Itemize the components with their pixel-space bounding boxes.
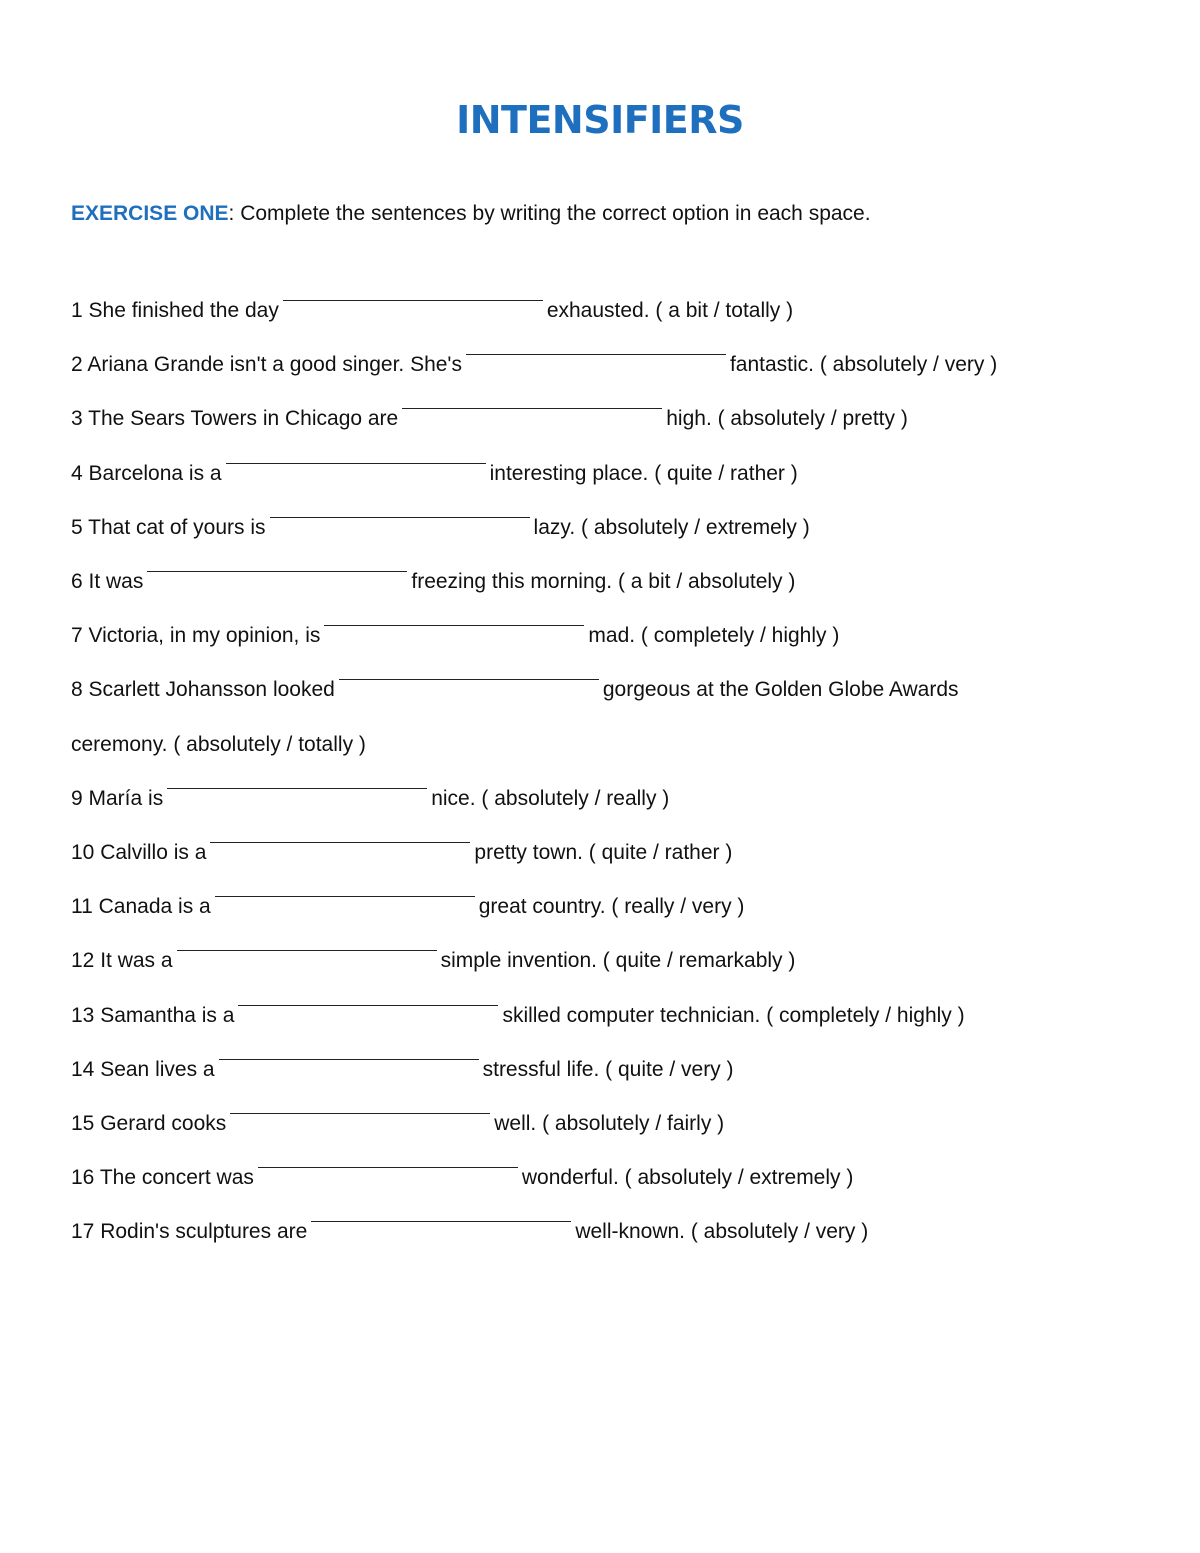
- sentence-end: pretty town. ( quite / rather ): [474, 841, 733, 865]
- sentence-start: 2 Ariana Grande isn't a good singer. She's: [71, 353, 462, 377]
- sentence-end: lazy. ( absolutely / extremely ): [533, 515, 810, 539]
- answer-blank[interactable]: [238, 989, 498, 1006]
- exercise-item: [71, 1205, 1131, 1259]
- exercise-instruction: [71, 202, 871, 226]
- sentence-end: exhausted. ( a bit / totally ): [546, 299, 794, 322]
- sentence-start: 5 That cat of yours is: [71, 515, 266, 539]
- sentence-start: 14 Sean lives a: [71, 1057, 215, 1081]
- sentence-end: interesting place. ( quite / rather ): [489, 461, 798, 485]
- answer-blank[interactable]: [324, 609, 584, 626]
- sentence-end: high. ( absolutely / pretty ): [666, 407, 908, 431]
- page-title: INTENSIFIERS: [456, 98, 744, 142]
- answer-blank[interactable]: [258, 1151, 518, 1168]
- exercise-item: [71, 284, 1131, 338]
- answer-blank[interactable]: [215, 880, 475, 897]
- sentence-end: skilled computer technician. ( completely / highly ): [502, 1003, 965, 1027]
- answer-blank[interactable]: [402, 392, 662, 409]
- exercise-item: [71, 934, 1131, 988]
- answer-blank[interactable]: [226, 447, 486, 464]
- exercise-item: [71, 880, 1131, 934]
- sentence-start: 17 Rodin's sculptures are: [71, 1220, 308, 1244]
- answer-blank[interactable]: [210, 826, 470, 843]
- exercise-item: [71, 826, 1131, 880]
- sentence-start: 15 Gerard cooks: [71, 1112, 227, 1136]
- sentence-end: gorgeous at the Golden Globe Awards: [602, 678, 959, 702]
- exercise-item-continuation: ceremony. ( absolutely / totally ): [71, 732, 366, 756]
- exercise-item: [71, 772, 1131, 826]
- answer-blank[interactable]: [177, 934, 437, 951]
- sentence-start: 9 María is: [71, 786, 164, 810]
- sentence-start: 4 Barcelona is a: [71, 461, 222, 485]
- answer-blank[interactable]: [167, 772, 427, 789]
- sentence-start: 13 Samantha is a: [71, 1003, 235, 1027]
- sentence-start: 10 Calvillo is a: [71, 841, 207, 865]
- exercise-item: [71, 609, 1131, 663]
- sentence-start: 6 It was: [71, 570, 144, 594]
- exercise-item: [71, 663, 1131, 717]
- sentence-end: well-known. ( absolutely / very ): [575, 1220, 869, 1244]
- exercise-item: [71, 392, 1131, 446]
- answer-blank[interactable]: [219, 1043, 479, 1060]
- answer-blank[interactable]: [311, 1205, 571, 1222]
- sentence-end: freezing this morning. ( a bit / absolutely ): [411, 570, 796, 594]
- exercise-item: [71, 447, 1131, 501]
- answer-blank[interactable]: [270, 501, 530, 518]
- sentence-end: great country. ( really / very ): [478, 895, 745, 919]
- sentence-end: stressful life. ( quite / very ): [482, 1057, 734, 1081]
- instruction-text: : Complete the sentences by writing the correct option in each space.: [228, 202, 871, 225]
- sentence-start: 16 The concert was: [71, 1166, 254, 1190]
- exercise-list: [71, 284, 1131, 1260]
- sentence-end: wonderful. ( absolutely / extremely ): [521, 1166, 854, 1190]
- sentence-start: 1 She finished the day: [71, 299, 279, 322]
- exercise-item: [71, 1043, 1131, 1097]
- sentence-start: 3 The Sears Towers in Chicago are: [71, 407, 399, 431]
- sentence-end: mad. ( completely / highly ): [588, 624, 840, 648]
- sentence-end: well. ( absolutely / fairly ): [494, 1112, 725, 1136]
- answer-blank[interactable]: [147, 555, 407, 572]
- sentence-start: 7 Victoria, in my opinion, is: [71, 624, 321, 648]
- answer-blank[interactable]: [283, 284, 543, 301]
- exercise-item: [71, 989, 1131, 1043]
- exercise-item: [71, 501, 1131, 555]
- answer-blank[interactable]: [466, 338, 726, 355]
- exercise-label: EXERCISE ONE: [71, 202, 229, 225]
- exercise-item: [71, 555, 1131, 609]
- sentence-end: fantastic. ( absolutely / very ): [729, 353, 998, 377]
- answer-blank[interactable]: [230, 1097, 490, 1114]
- sentence-end: simple invention. ( quite / remarkably ): [440, 949, 796, 973]
- exercise-item: [71, 1097, 1131, 1151]
- answer-blank[interactable]: [339, 663, 599, 680]
- exercise-item: [71, 1151, 1131, 1205]
- sentence-end: nice. ( absolutely / really ): [431, 786, 670, 810]
- sentence-start: 11 Canada is a: [71, 895, 211, 919]
- sentence-start: 8 Scarlett Johansson looked: [71, 678, 335, 702]
- exercise-item: [71, 338, 1131, 392]
- sentence-start: 12 It was a: [71, 949, 173, 973]
